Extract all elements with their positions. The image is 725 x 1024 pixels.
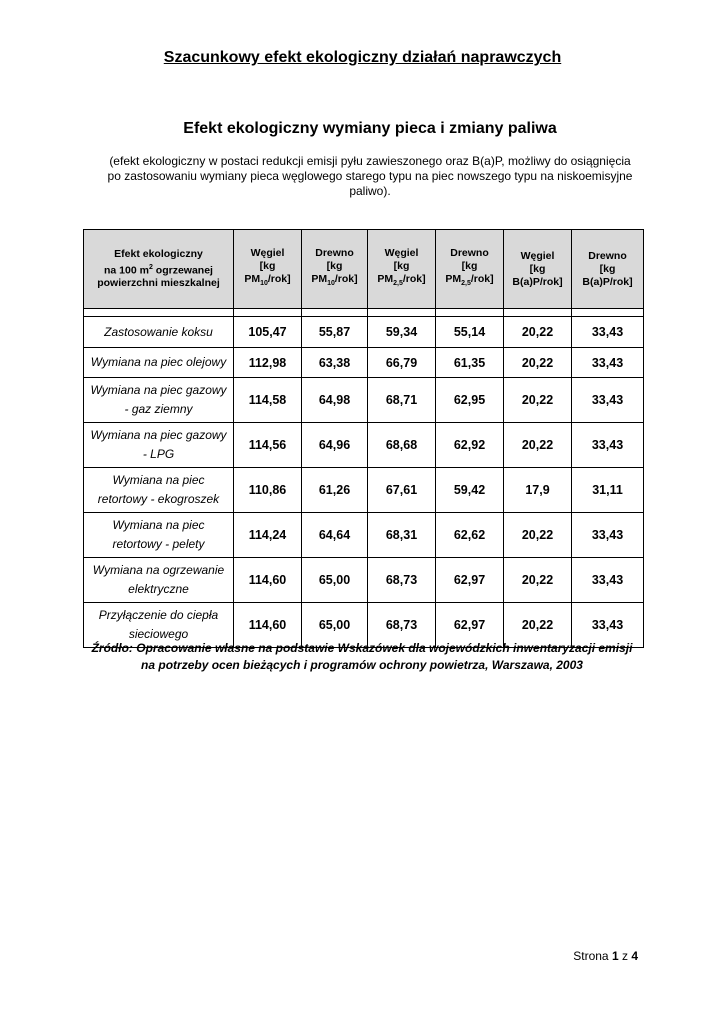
cell-value: 59,34 [368, 317, 436, 348]
header-cell-coal-pm10: Węgiel [kg $PM_{10}/rok$] [234, 230, 302, 309]
cell-value: 33,43 [572, 317, 644, 348]
cell-value: 33,43 [572, 348, 644, 378]
cell-value: 64,98 [302, 378, 368, 423]
cell-value: 62,97 [436, 558, 504, 603]
header-cell-coal-bap: Węgiel [kg B(a)P/rok] [504, 230, 572, 309]
cell-value: 33,43 [572, 603, 644, 648]
header-cell-coal-pm25: Węgiel [kg $PM_{2,5}/rok$] [368, 230, 436, 309]
table-row [84, 317, 644, 348]
cell-value: 68,73 [368, 558, 436, 603]
cell-value: 68,71 [368, 378, 436, 423]
cell-value: 62,95 [436, 378, 504, 423]
cell-value: 110,86 [234, 468, 302, 513]
cell-value: 20,22 [504, 558, 572, 603]
cell-value: 20,22 [504, 423, 572, 468]
row-label: Wymiana na piec gazowy - LPG [84, 423, 234, 468]
source-note: Źródło: Opracowanie własne na podstawie Wskazówek dla wojewódzkich inwentaryzacji emisji na potrzeby ocen bieżących i programów ochrony powietrza, Warszawa, 2003 [91, 641, 633, 672]
cell-value: 62,97 [436, 603, 504, 648]
cell-value: 59,42 [436, 468, 504, 513]
cell-value: 67,61 [368, 468, 436, 513]
cell-value: 114,58 [234, 378, 302, 423]
row-label: Wymiana na piec retortowy - ekogroszek [84, 468, 234, 513]
table-row [84, 348, 644, 378]
cell-value: 63,38 [302, 348, 368, 378]
cell-value: 33,43 [572, 513, 644, 558]
cell-value: 112,98 [234, 348, 302, 378]
cell-value: 20,22 [504, 603, 572, 648]
cell-value: 33,43 [572, 378, 644, 423]
cell-value: 61,35 [436, 348, 504, 378]
cell-value: 33,43 [572, 423, 644, 468]
cell-value: 65,00 [302, 558, 368, 603]
cell-value: 68,31 [368, 513, 436, 558]
cell-value: 64,64 [302, 513, 368, 558]
cell-value: 20,22 [504, 378, 572, 423]
header-cell-wood-pm10: Drewno [kg $PM_{10}/rok$] [302, 230, 368, 309]
cell-value: 105,47 [234, 317, 302, 348]
emission-table [83, 229, 644, 648]
cell-value: 33,43 [572, 558, 644, 603]
cell-value: 62,62 [436, 513, 504, 558]
cell-value: 68,68 [368, 423, 436, 468]
document-title: Szacunkowy efekt ekologiczny działań naprawczych [163, 49, 562, 66]
table-row [84, 468, 644, 513]
cell-value: 65,00 [302, 603, 368, 648]
cell-value: 61,26 [302, 468, 368, 513]
row-label: Wymiana na ogrzewanie elektryczne [84, 558, 234, 603]
header-cell-effect: Efekt ekologiczny na 100 $m^2$ ogrzewanej powierzchni mieszkalnej [84, 230, 234, 309]
table-row [84, 423, 644, 468]
section-subtitle: Efekt ekologiczny wymiany pieca i zmiany paliwa [183, 120, 557, 137]
cell-value: 55,87 [302, 317, 368, 348]
row-label: Wymiana na piec gazowy - gaz ziemny [84, 378, 234, 423]
table-spacer-row [84, 309, 644, 317]
row-label: Przyłączenie do ciepła sieciowego [84, 603, 234, 648]
cell-value: 114,24 [234, 513, 302, 558]
cell-value: 20,22 [504, 513, 572, 558]
cell-value: 20,22 [504, 348, 572, 378]
cell-value: 62,92 [436, 423, 504, 468]
description-text: (efekt ekologiczny w postaci redukcji emisji pyłu zawieszonego oraz B(a)P, możliwy do osiągnięcia po zastosowaniu wymiany pieca węglowego starego typu na piec nowszego typu na niskoemisyjne paliwo). [107, 154, 633, 198]
table-row [84, 558, 644, 603]
table-header-row [84, 230, 644, 309]
header-cell-wood-bap: Drewno [kg B(a)P/rok] [572, 230, 644, 309]
cell-value: 114,60 [234, 558, 302, 603]
cell-value: 114,60 [234, 603, 302, 648]
cell-value: 66,79 [368, 348, 436, 378]
cell-value: 64,96 [302, 423, 368, 468]
cell-value: 68,73 [368, 603, 436, 648]
cell-value: 55,14 [436, 317, 504, 348]
header-cell-wood-pm25: Drewno [kg $PM_{2,5}/rok$] [436, 230, 504, 309]
cell-value: 20,22 [504, 317, 572, 348]
row-label: Wymiana na piec olejowy [84, 348, 234, 378]
cell-value: 17,9 [504, 468, 572, 513]
cell-value: 31,11 [572, 468, 644, 513]
page-number: Strona 1 z 4 [573, 949, 638, 963]
row-label: Wymiana na piec retortowy - pelety [84, 513, 234, 558]
table-row [84, 513, 644, 558]
cell-value: 114,56 [234, 423, 302, 468]
table-row [84, 378, 644, 423]
row-label: Zastosowanie koksu [84, 317, 234, 348]
